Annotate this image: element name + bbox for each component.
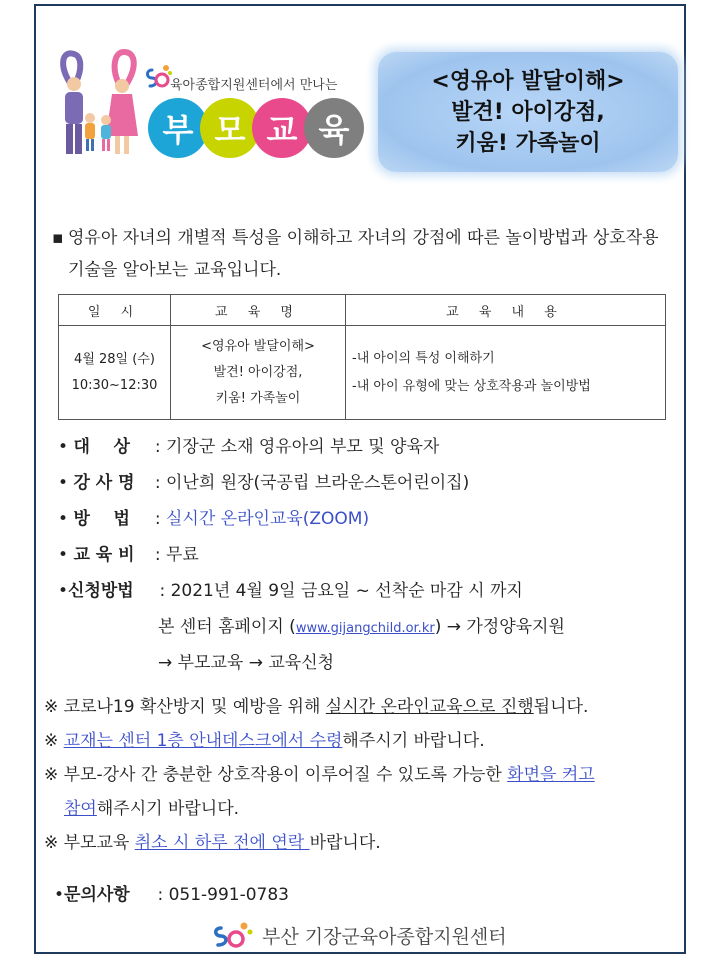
course-name-line-2: 발견! 아이강점, [213,364,303,380]
note-4-text: 부모교육 [63,833,135,853]
contact-line [54,880,289,905]
note-1-end: 됩니다. [533,697,589,717]
table-header-name: 교 육 명 [171,295,346,326]
target-label: 대 상 [73,437,130,457]
info-instructor [58,468,469,493]
table-header-date: 일 시 [59,295,171,326]
note-1 [44,692,588,717]
note-4-emphasis: 취소 시 하루 전에 연락 [134,833,310,853]
note-3-cont [64,794,239,819]
logo-circle-1: 부 [148,98,208,158]
info-bullet: • [58,509,69,529]
title-line-2: 발견! 아이강점, [451,99,605,125]
fee-value: : 무료 [154,545,199,565]
footer-org [212,920,507,950]
note-3-emphasis-2: 참여 [64,799,97,819]
intro-bullet: ▪ [52,228,64,248]
apply-value: : 2021년 4월 9일 금요일 ~ 선착순 마감 시 까지 [159,581,523,601]
intro-paragraph [52,222,672,286]
method-label: 방 법 [73,509,130,529]
tagline: 육아종합지원센터에서 만나는 [170,78,338,93]
note-1-emphasis: 실시간 온라인교육으로 진행 [325,697,534,717]
logo-circle-4: 육 [304,98,364,158]
family-illustration [52,46,144,164]
info-target [58,432,439,457]
info-bullet: • [58,437,69,457]
contact-label: 문의사항 [64,885,130,905]
table-cell-date [59,326,171,420]
info-bullet: • [58,473,69,493]
info-fee [58,540,199,565]
footer-logo-icon [212,920,256,950]
title-line-1: <영유아 발달이해> [431,68,625,94]
course-name-line-3: 키움! 가족놀이 [215,390,301,406]
note-mark: ※ [44,731,59,751]
schedule-table [58,294,666,420]
note-mark: ※ [44,697,59,717]
note-2 [44,726,485,751]
date-text: 4월 28일 (수) [74,351,155,367]
info-bullet: • [58,545,69,565]
course-name-line-1: <영유아 발달이해> [201,338,315,354]
note-1-text: 코로나19 확산방지 및 예방을 위해 [63,697,326,717]
logo-circle-3: 교 [252,98,312,158]
footer-org-name: 부산 기장군육아종합지원센터 [262,925,507,948]
title-line-3: 키움! 가족놀이 [455,130,601,156]
table-header-content: 교 육 내 용 [346,295,666,326]
table-header-row [59,295,666,326]
info-bullet: • [54,885,65,905]
instructor-label: 강 사 명 [73,473,135,493]
method-colon: : [154,509,166,529]
apply-line2-suffix: ) → 가정양육지원 [434,617,565,637]
note-mark: ※ [44,833,59,853]
apply-line2-prefix: 본 센터 홈페이지 ( [158,617,296,637]
note-3-end: 해주시기 바랍니다. [96,799,240,819]
method-value: 실시간 온라인교육(ZOOM) [165,509,370,529]
content-line-1: -내 아이의 특성 이해하기 [352,350,495,366]
center-logo-icon [146,62,172,90]
table-cell-name [171,326,346,420]
content-line-2: -내 아이 유형에 맞는 상호작용과 놀이방법 [352,378,591,394]
note-3-emphasis: 화면을 켜고 [507,765,595,785]
intro-text: 영유아 자녀의 개별적 특성을 이해하고 자녀의 강점에 따른 놀이방법과 상호작용 기술을 알아보는 교육입니다. [68,228,659,280]
info-apply [58,576,523,601]
note-2-emphasis: 교재는 센터 1층 안내데스크에서 수령 [63,731,343,751]
homepage-link[interactable]: www.gijangchild.or.kr [295,621,435,636]
fee-label: 교 육 비 [73,545,135,565]
target-value: : 기장군 소재 영유아의 부모 및 양육자 [154,437,440,457]
apply-label: 신청방법 [68,581,134,601]
note-4-end: 바랍니다. [309,833,381,853]
note-3-text: 부모-강사 간 충분한 상호작용이 이루어질 수 있도록 가능한 [63,765,508,785]
apply-line-2 [158,612,565,637]
info-bullet: • [58,581,69,601]
apply-line-3: → 부모교육 → 교육신청 [158,653,335,673]
info-method [58,504,369,529]
instructor-value: : 이난희 원장(국공립 브라운스톤어린이집) [154,473,470,493]
table-cell-content [346,326,666,420]
note-3 [44,760,595,785]
note-2-end: 해주시기 바랍니다. [342,731,485,751]
note-mark: ※ [44,765,59,785]
time-text: 10:30~12:30 [71,377,158,393]
parent-education-logo [148,98,358,162]
contact-value: : 051-991-0783 [157,885,289,905]
title-box [378,52,678,172]
table-row [59,326,666,420]
note-4 [44,828,381,853]
logo-circle-2: 모 [200,98,260,158]
